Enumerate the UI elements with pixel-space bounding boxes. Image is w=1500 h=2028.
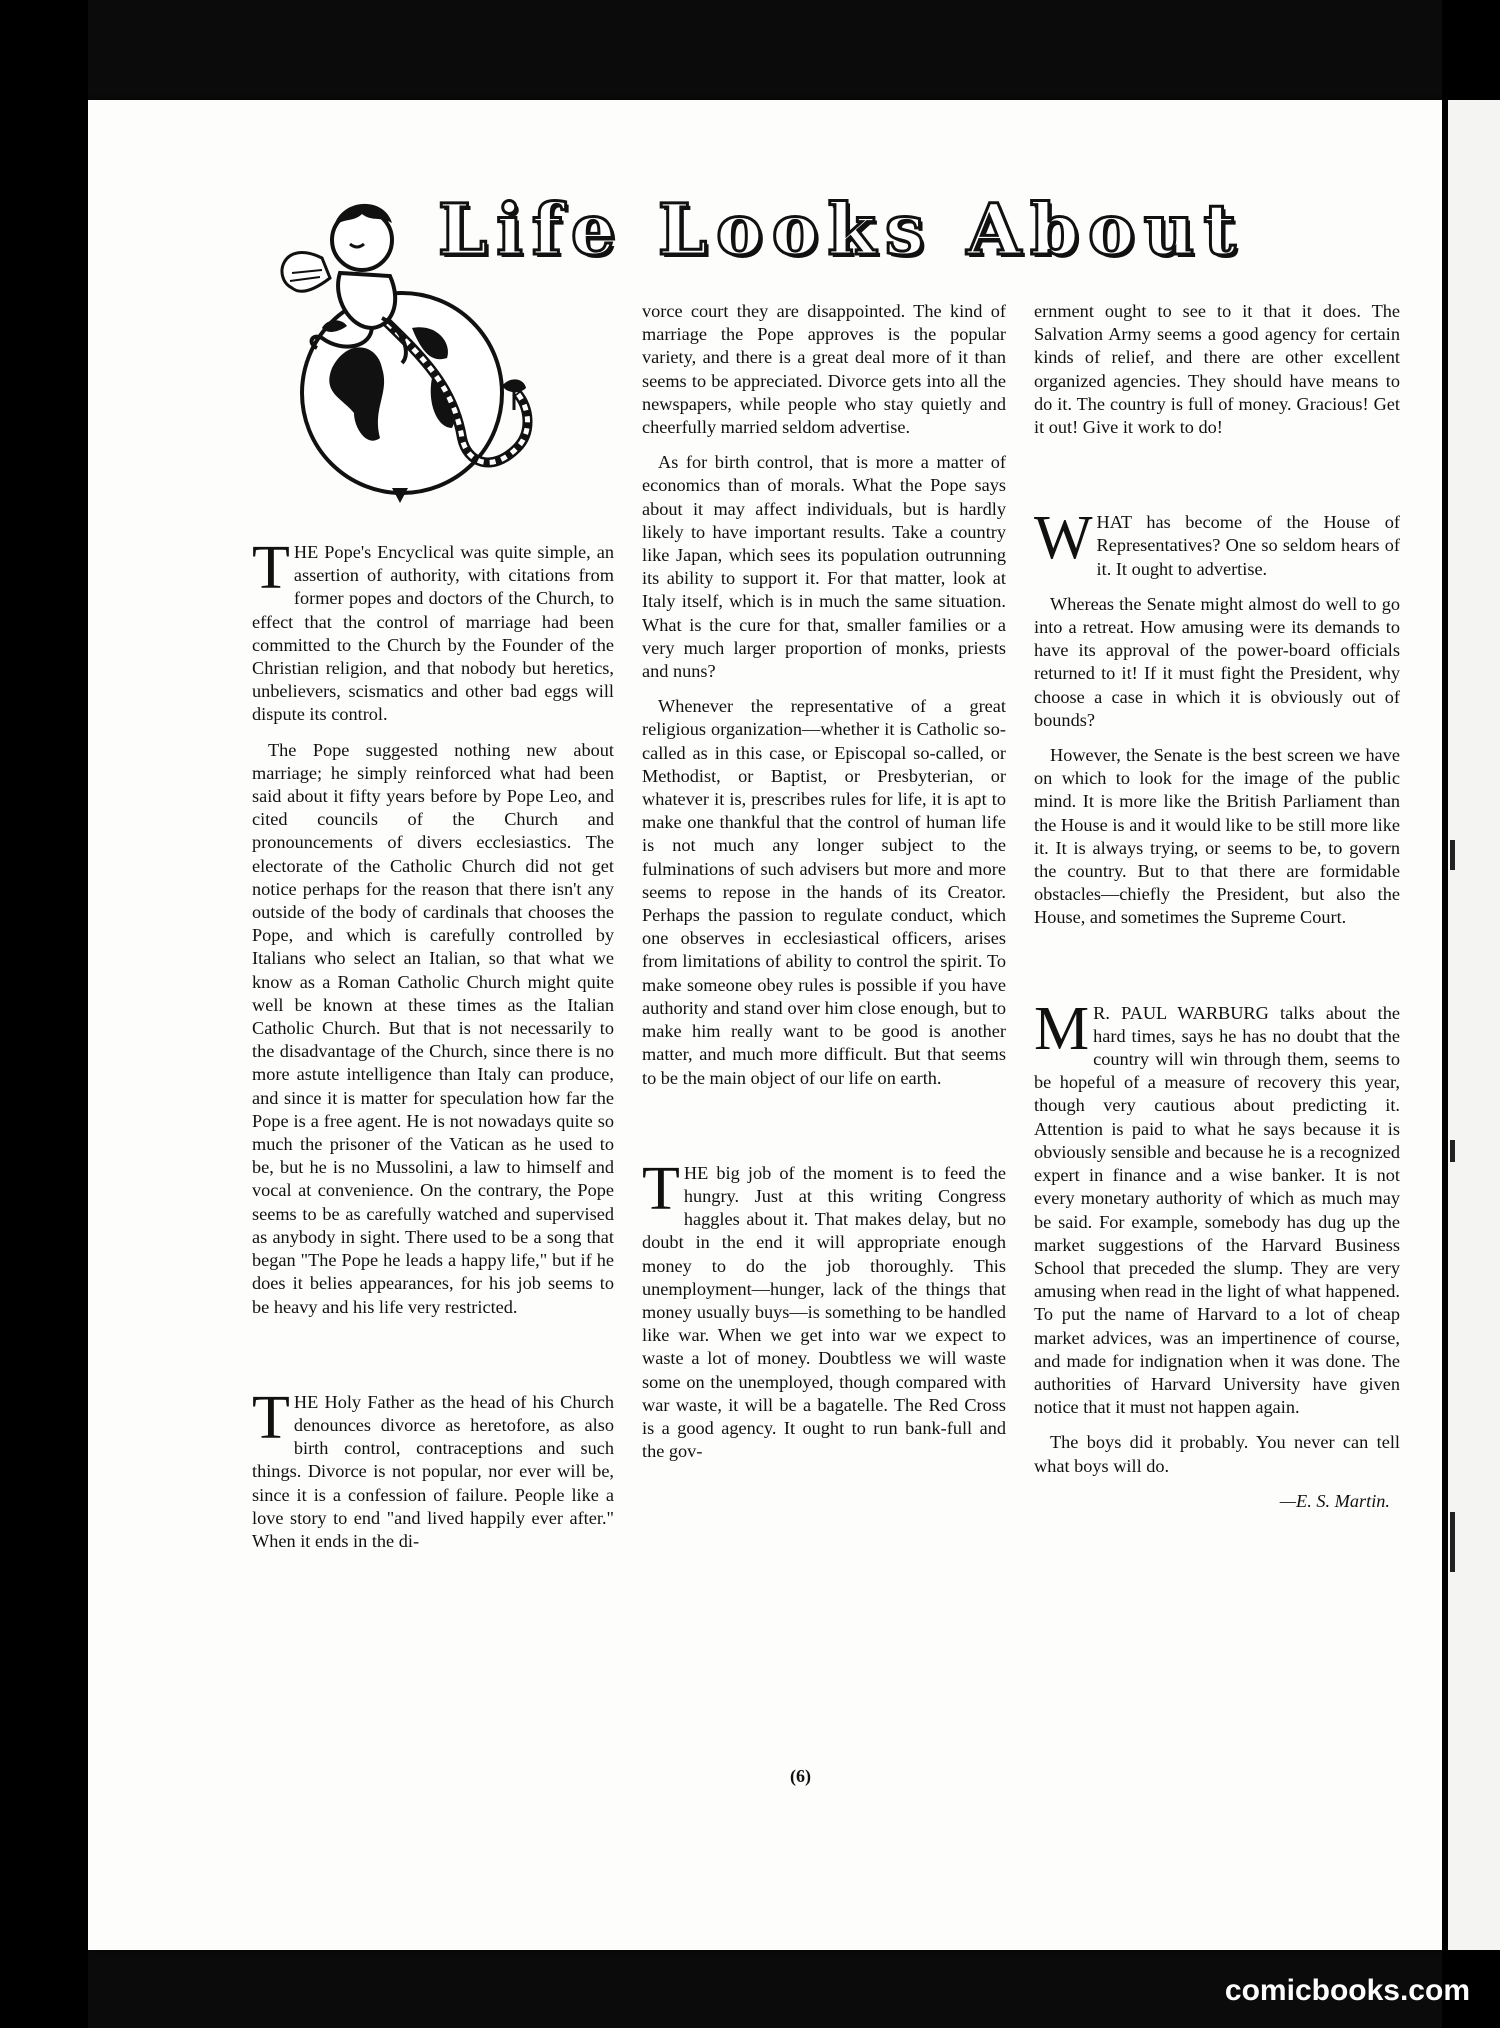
paragraph: vorce court they are disappointed. The kind of marriage the Pope approves is the popular variety, and there is a great deal more of it than seems to be appreciated. Divorce gets into all the newspapers, while people who stay quietly and cheerfully married seldom advertise. [642,301,1006,438]
paragraph: As for birth control, that is more a matter of economics than of morals. What the Pope says about it may affect individuals, but is hardly likely to have important results. Take a country like Japan, which sees its population outrunning its ability to support it. For that matter, look at Italy itself, which is in much the same situation. What is the cure for that, smaller families or a very much larger proportion of monks, priests and nuns? [642,452,1006,682]
author-signature: —E. S. Martin. [1279,1490,1390,1511]
article-column-1 [252,534,614,1565]
adjacent-page-strip [1448,100,1500,1950]
drop-cap: W [1034,504,1093,573]
paragraph: The boys did it probably. You never can tell what boys will do. [1034,1432,1400,1476]
paragraph: The Pope suggested nothing new about marriage; he simply reinforced what had been said about it fifty years before by Pope Leo, and cited councils of the Church and pronouncements of divers ecclesiastics. The electorate of the Catholic Church did not get notice perhaps for the reason that there isn't any outside of the body of cardinals that chooses the Pope, and which is carefully controlled by Italians who select an Italian, so that what we know as a Roman Catholic Church might quite well be known at these times as the Italian Catholic Church. But that is not necessarily to the disadvantage of the Church, since there is no more astute intelligence than Italy can produce, and since it is matter for speculation how far the Pope is a free agent. He is not nowadays quite so much the prisoner of the Vatican as he used to be, but he is no Mussolini, a law to himself and vocal at convenience. On the contrary, the Pope seems to be as carefully watched and supervised as anybody in sight. There used to be a song that began "The Pope he leads a happy life," but if he does it belies appearances, for his job seems to be heavy and his life very restricted. [252,739,614,1317]
paragraph: However, the Senate is the best screen we have on which to look for the image of the public mind. It is more like the British Parliament than the House is and it would like to be still more like it. It is always trying, or seems to be, to govern the country. But to that there are formidable obstacles—chiefly the President, but also the House, and sometimes the Supreme Court. [1034,745,1400,928]
paragraph-text: HE Holy Father as the head of his Church denounces divorce as heretofore, as also birth control, contraceptions and such things. Divorce is not popular, nor ever will be, since it is a confession of failure. People like a love story to end "and lived happily ever after." When it ends in the di- [252,1391,614,1551]
article-column-2 [642,300,1006,1475]
paragraph-text: HE Pope's Encyclical was quite simple, an assertion of authority, with citations from former popes and doctors of the Church, to effect that the control of marriage had been committed to the Church by the Founder of the Christian religion, and that nobody but heretics, unbelievers, scismatics and other bad eggs will dispute its control. [252,542,614,725]
paragraph-text: HAT has become of the House of Representatives? One so seldom hears of it. It ought to advertise. [1096,512,1400,579]
paragraph [1034,994,1400,1420]
drop-cap: T [642,1154,680,1223]
page-number: (6) [790,1766,811,1786]
drop-cap: M [1034,994,1090,1063]
paragraph: Whenever the representative of a great religious organization—whether it is Catholic so-called as in this case, or Episcopal so-called, or Methodist, or Baptist, or Presbyterian, or whatever it is, prescribes rules for life, it is apt to make one thankful that the control of human life is not much any longer subject to the fulminations of such advisers but more and more seems to repose in the hands of its Creator. Perhaps the passion to regulate conduct, which one observes in ecclesiastical officers, arises from limitations of ability to control the spirit. To make someone obey rules is possible if you have authority and stand over him close enough, but to make him really want to be good is another matter, and much more difficult. But that seems to be the main object of our life on earth. [642,696,1006,1088]
scan-edge-left [0,0,88,2028]
drop-cap: T [252,1383,290,1452]
paragraph: ernment ought to see to it that it does. The Salvation Army seems a good agency for certain kinds of relief, and there are other excellent organized agencies. They should have means to do it. The country is full of money. Gracious! Get it out! Give it work to do! [1034,301,1400,438]
site-watermark: comicbooks.com [1224,1974,1470,2007]
paragraph [642,1154,1006,1464]
paragraph: Whereas the Senate might almost do well to go into a retreat. How amusing were its demands to have its approval of the power-board officials returned to it! If it must fight the President, why choose a case in which it is obviously out of bounds? [1034,593,1400,730]
paragraph-text: HE big job of the moment is to feed the hungry. Just at this writing Congress haggles about it. That makes delay, but no doubt in the end it will appropriate enough money to do the job thoroughly. This unemployment—hunger, lack of the things that money usually buys—is something to be handled like war. When we get into war we expect to waste a lot of money. Doubtless we will waste some on the unemployed, though compared with war waste, it will be a bagatelle. The Red Cross is a good agency. It ought to run bank-full and the gov- [642,1162,1006,1462]
drop-cap: T [252,534,290,602]
section-title: Life Looks About [438,188,1245,271]
paragraph [252,534,614,727]
paragraph-text: R. PAUL WARBURG talks about the hard times, says he has no doubt that the country will win through them, seems to be hopeful of a measure of recovery this year, though very cautious about predicting it. Attention is paid to what he says because it is obviously sensible and because he is a recognized expert in finance and a wise banker. It is not every monetary authority of which as much may be said. For example, somebody has dug up the market suggestions of the Harvard Business School that preceded the slump. They are very amusing when read in the light of what happened. To put the name of Harvard to a lot of cheap market advices, was an impertinence of course, and made for indignation when it was done. The authorities of Harvard University have given notice that it must not happen again. [1034,1002,1400,1418]
article-column-3 [1034,300,1400,1513]
paragraph [252,1383,614,1553]
paragraph [1034,504,1400,581]
